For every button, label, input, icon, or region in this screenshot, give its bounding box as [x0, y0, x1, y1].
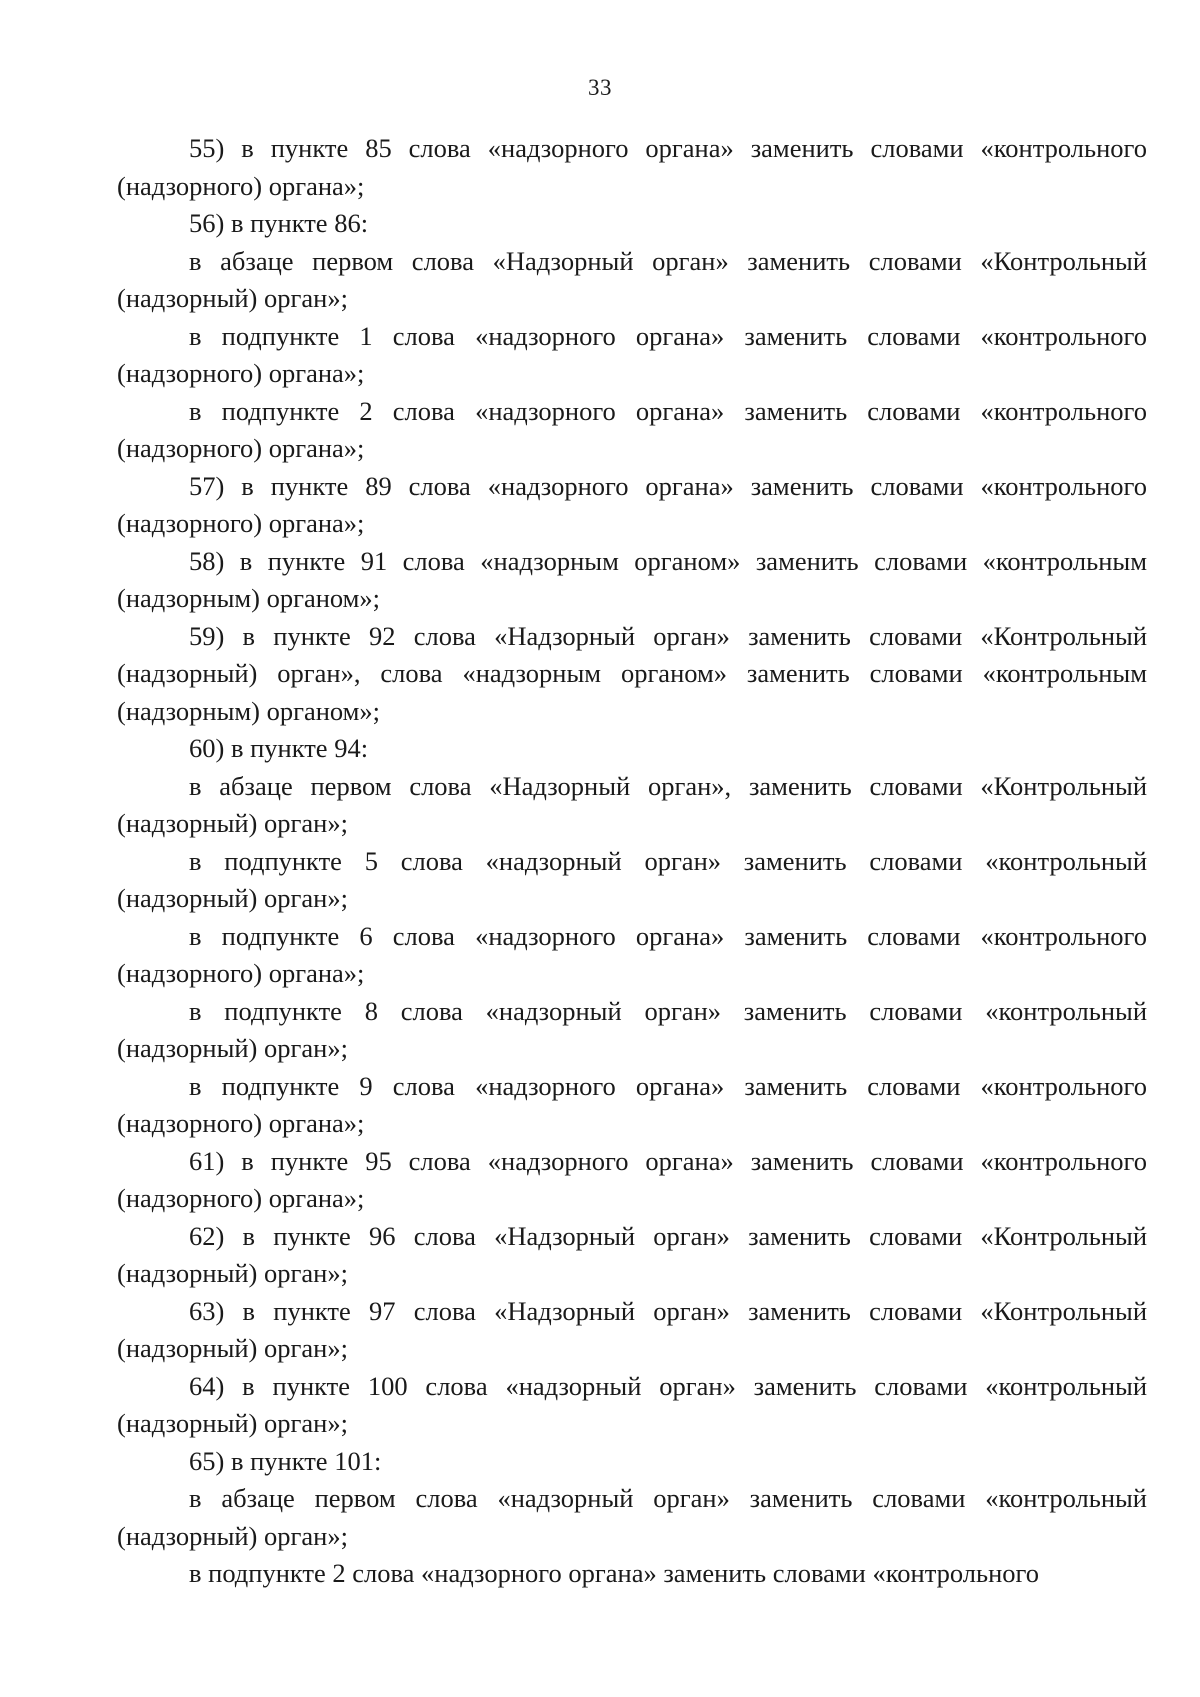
paragraph-item-61: 61) в пункте 95 слова «надзорного органа» заменить словами «контрольного (надзорного) органа»; — [117, 1145, 1147, 1213]
paragraph-item-62: 62) в пункте 96 слова «Надзорный орган» заменить словами «Контрольный (надзорный) орган»; — [117, 1220, 1147, 1288]
paragraph-sub-86-first: в абзаце первом слова «Надзорный орган» заменить словами «Контрольный (надзорный) орган»; — [117, 245, 1147, 313]
paragraph-item-56: 56) в пункте 86: — [189, 208, 369, 238]
paragraph-sub-94-8: в подпункте 8 слова «надзорный орган» заменить словами «контрольный (надзорный) орган»; — [117, 995, 1147, 1063]
paragraph-item-60: 60) в пункте 94: — [189, 733, 369, 763]
paragraph-sub-101-first: в абзаце первом слова «надзорный орган» заменить словами «контрольный (надзорный) орган»; — [117, 1483, 1147, 1551]
paragraph-sub-101-2: в подпункте 2 слова «надзорного органа» заменить словами «контрольного — [189, 1558, 1039, 1588]
paragraph-sub-94-5: в подпункте 5 слова «надзорный орган» заменить словами «контрольный (надзорный) орган»; — [117, 845, 1147, 913]
paragraph-sub-94-9: в подпункте 9 слова «надзорного органа» заменить словами «контрольного (надзорного) органа»; — [117, 1070, 1147, 1138]
paragraph-item-57: 57) в пункте 89 слова «надзорного органа» заменить словами «контрольного (надзорного) органа»; — [117, 470, 1147, 538]
paragraph-item-58: 58) в пункте 91 слова «надзорным органом» заменить словами «контрольным (надзорным) органом»; — [117, 545, 1147, 613]
paragraph-item-63: 63) в пункте 97 слова «Надзорный орган» заменить словами «Контрольный (надзорный) орган»; — [117, 1295, 1147, 1363]
paragraph-item-64: 64) в пункте 100 слова «надзорный орган» заменить словами «контрольный (надзорный) орган»; — [117, 1370, 1147, 1438]
paragraph-item-55: 55) в пункте 85 слова «надзорного органа» заменить словами «контрольного (надзорного) органа»; — [117, 133, 1147, 201]
paragraph-item-65: 65) в пункте 101: — [189, 1445, 382, 1476]
paragraph-sub-94-first: в абзаце первом слова «Надзорный орган», заменить словами «Контрольный (надзорный) орган»; — [117, 770, 1147, 838]
page-number: 33 — [588, 75, 612, 100]
paragraph-sub-94-6: в подпункте 6 слова «надзорного органа» заменить словами «контрольного (надзорного) органа»; — [117, 920, 1147, 988]
paragraph-sub-86-1: в подпункте 1 слова «надзорного органа» заменить словами «контрольного (надзорного) органа»; — [117, 320, 1147, 388]
paragraph-item-59: 59) в пункте 92 слова «Надзорный орган» заменить словами «Контрольный (надзорный) орган», слова «надзорным органом» заменить словами «контрольным (надзорным) органом»; — [117, 620, 1147, 726]
document-body — [117, 130, 1147, 1593]
paragraph-sub-86-2: в подпункте 2 слова «надзорного органа» заменить словами «контрольного (надзорного) органа»; — [117, 395, 1147, 463]
